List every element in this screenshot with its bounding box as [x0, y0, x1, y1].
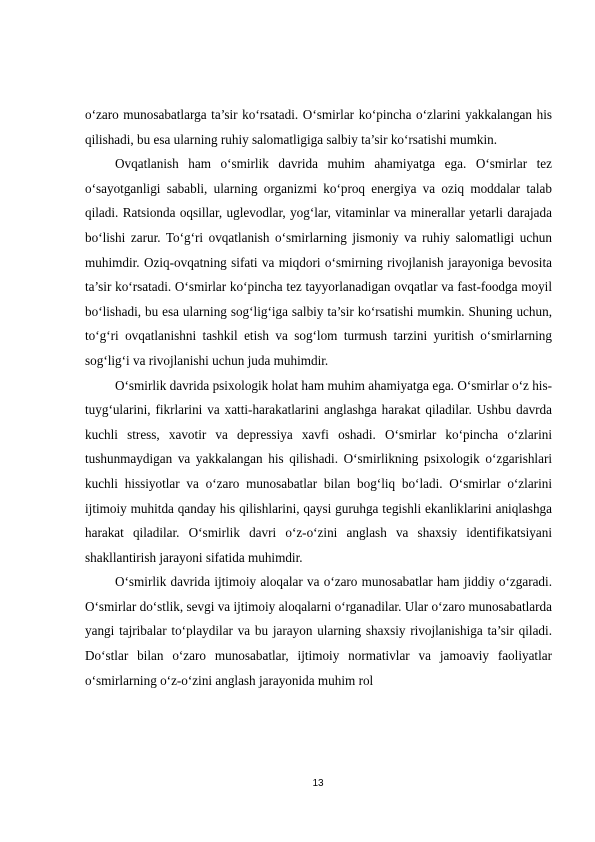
- page-number: 13: [312, 778, 324, 789]
- paragraph-nutrition: Ovqatlanish ham o‘smirlik davrida muhim ahamiyatga ega. O‘smirlar tez o‘sayotganligi sababli, ularning organizmi ko‘proq energiya va oziq moddalar talab qiladi. Ratsionda oqsillar, uglevodlar, yog‘lar, vitaminlar va minerallar yetarli darajada bo‘lishi zarur. To‘g‘ri ovqatlanish o‘smirlarning jismoniy va ruhiy salomatligi uchun muhimdir. Oziq-ovqatning sifati va miqdori o‘smirning rivojlanish jarayoniga bevosita ta’sir ko‘rsatadi. O‘smirlar ko‘pincha tez tayyorlanadigan ovqatlar va fast-foodga moyil bo‘lishadi, bu esa ularning sog‘lig‘iga salbiy ta’sir ko‘rsatishi mumkin. Shuning uchun, to‘g‘ri ovqatlanishni tashkil etish va sog‘lom turmush tarzini yuritish o‘smirlarning sog‘lig‘i va rivojlanishi uchun juda muhimdir.: [85, 156, 552, 368]
- body-text: [85, 103, 552, 693]
- paragraph-continuation: o‘zaro munosabatlarga ta’sir ko‘rsatadi. O‘smirlar ko‘pincha o‘zlarini yakkalangan his qilishadi, bu esa ularning ruhiy salomatligiga salbiy ta’sir ko‘rsatishi mumkin.: [85, 107, 552, 147]
- paragraph-social: O‘smirlik davrida ijtimoiy aloqalar va o‘zaro munosabatlar ham jiddiy o‘zgaradi. O‘smirlar do‘stlik, sevgi va ijtimoiy aloqalarni o‘rganadilar. Ular o‘zaro munosabatlarda yangi tajribalar to‘playdilar va bu jarayon ularning shaxsiy rivojlanishiga ta’sir qiladi. Do‘stlar bilan o‘zaro munosabatlar, ijtimoiy normativlar va jamoaviy faoliyatlar o‘smirlarning o‘z-o‘zini anglash jarayonida muhim rol: [85, 574, 552, 688]
- paragraph-psychology: O‘smirlik davrida psixologik holat ham muhim ahamiyatga ega. O‘smirlar o‘z his-tuyg‘ularini, fikrlarini va xatti-harakatlarini anglashga harakat qiladilar. Ushbu davrda kuchli stress, xavotir va depressiya xavfi oshadi. O‘smirlar ko‘pincha o‘zlarini tushunmaydigan va yakkalangan his qilishadi. O‘smirlikning psixologik o‘zgarishlari kuchli hissiyotlar va o‘zaro munosabatlar bilan bog‘liq bo‘ladi. O‘smirlar o‘zlarini ijtimoiy muhitda qanday his qilishlarini, qaysi guruhga tegishli ekanliklarini aniqlashga harakat qiladilar. O‘smirlik davri o‘z-o‘zini anglash va shaxsiy identifikatsiyani shakllantirish jarayoni sifatida muhimdir.: [85, 377, 552, 565]
